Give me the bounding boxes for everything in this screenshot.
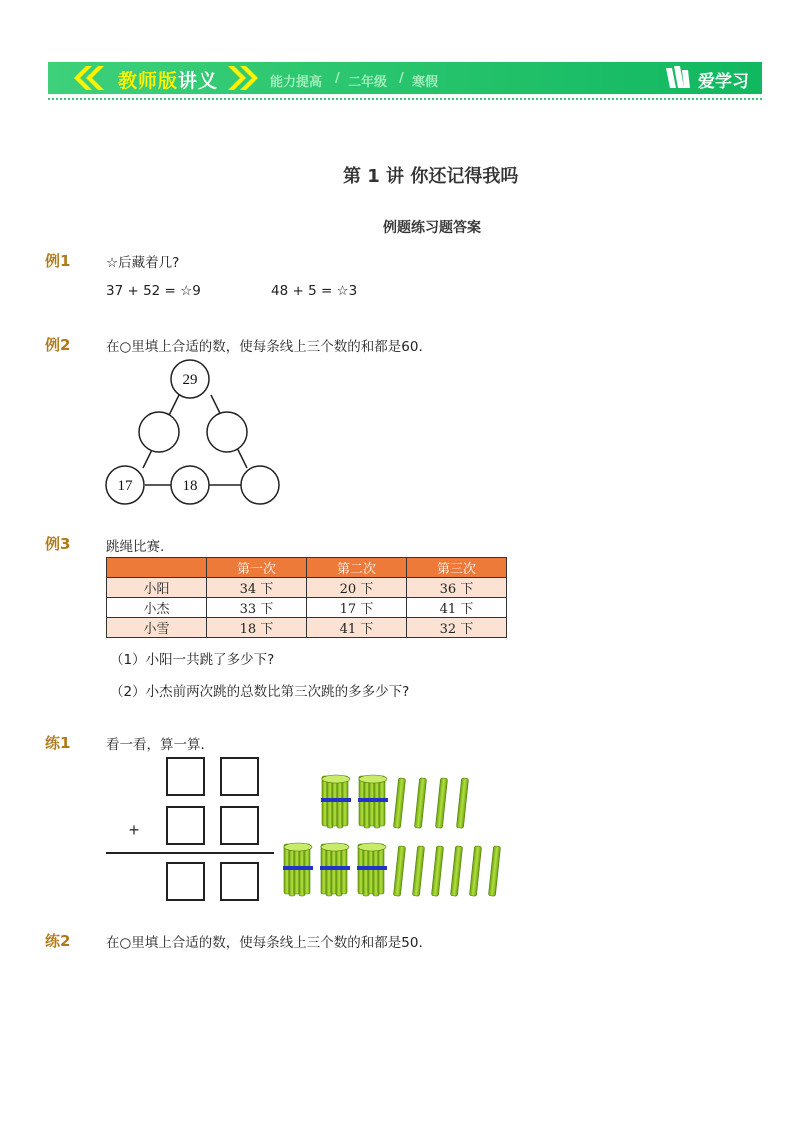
sticks-row-bottom (283, 843, 501, 896)
table-row (107, 598, 507, 618)
single-stick (488, 846, 500, 896)
table-cell: 33 下 (207, 598, 307, 618)
circle-mid-right (207, 412, 247, 452)
table-cell: 小杰 (107, 598, 207, 618)
answer-box (167, 807, 204, 844)
header-band (48, 62, 762, 94)
header-title-b: 讲义 (178, 70, 219, 92)
answer-box (167, 758, 204, 795)
header-title-a: 教师版 (118, 70, 179, 92)
single-stick (393, 778, 405, 828)
table-cell: 32 下 (407, 618, 507, 638)
table-row (107, 578, 507, 598)
breadcrumb-grade: 二年级 (348, 75, 388, 90)
single-stick (435, 778, 447, 828)
example-3-label: 例3 (45, 535, 71, 553)
table-header-cell: 第三次 (407, 558, 507, 578)
answer-box (221, 863, 258, 900)
single-stick (450, 846, 462, 896)
answer-box (221, 807, 258, 844)
page-title: 第 1 讲 你还记得我吗 (343, 166, 519, 187)
table-cell: 小阳 (107, 578, 207, 598)
header-title (118, 66, 218, 93)
page-subtitle: 例题练习题答案 (383, 220, 481, 236)
single-stick (456, 778, 468, 828)
sticks-row-top (321, 775, 469, 828)
single-stick (431, 846, 443, 896)
plus-sign: + (128, 820, 140, 840)
table-row (107, 618, 507, 638)
table-cell: 小雪 (107, 618, 207, 638)
single-stick (469, 846, 481, 896)
circle-mid-left (139, 412, 179, 452)
vertical-addition-boxes (100, 750, 280, 910)
table-cell: 20 下 (307, 578, 407, 598)
table-cell: 36 下 (407, 578, 507, 598)
circle-top-value: 29 (182, 372, 198, 388)
single-stick (414, 778, 426, 828)
header-divider (48, 98, 762, 100)
stick-bundle (321, 775, 351, 828)
example-1-question: ☆后藏着几? (106, 255, 180, 271)
answer-box (167, 863, 204, 900)
example-3-question: 跳绳比赛. (106, 539, 165, 555)
table-header-cell (107, 558, 207, 578)
stick-bundle (283, 843, 313, 896)
example-2-question: 在○里填上合适的数，使每条线上三个数的和都是60. (106, 339, 423, 355)
triangle-circle-diagram (100, 358, 290, 508)
example-1-equation-1: 37 + 52 = ☆9 (106, 283, 201, 299)
single-stick (393, 846, 405, 896)
table-cell: 17 下 (307, 598, 407, 618)
practice-1-question: 看一看，算一算. (106, 737, 205, 753)
stick-bundle (320, 843, 350, 896)
stick-bundle (357, 843, 387, 896)
table-header-cell: 第二次 (307, 558, 407, 578)
single-stick (412, 846, 424, 896)
example-1-label: 例1 (45, 252, 71, 270)
circle-bottom-right (241, 466, 279, 504)
table-cell: 34 下 (207, 578, 307, 598)
table-header-cell: 第一次 (207, 558, 307, 578)
counting-sticks-figure (280, 768, 510, 898)
practice-1-label: 练1 (45, 734, 71, 752)
practice-2-question: 在○里填上合适的数，使每条线上三个数的和都是50. (106, 935, 423, 951)
breadcrumb-sep: / (399, 71, 404, 86)
example-2-label: 例2 (45, 336, 71, 354)
breadcrumb-term: 寒假 (412, 75, 439, 90)
example-3-subquestion-1: （1）小阳一共跳了多少下? (110, 652, 275, 668)
breadcrumb-sep: / (335, 71, 340, 86)
stick-bundle (358, 775, 388, 828)
jump-rope-table (106, 557, 507, 638)
example-1-equation-2: 48 + 5 = ☆3 (271, 283, 358, 299)
practice-2-label: 练2 (45, 932, 71, 950)
table-cell: 18 下 (207, 618, 307, 638)
table-cell: 41 下 (407, 598, 507, 618)
breadcrumb-level: 能力提高 (270, 75, 323, 90)
answer-box (221, 758, 258, 795)
circle-bottom-left-value: 17 (117, 478, 133, 494)
example-3-subquestion-2: （2）小杰前两次跳的总数比第三次跳的多多少下? (110, 684, 410, 700)
table-cell: 41 下 (307, 618, 407, 638)
table-header-row (107, 558, 507, 578)
brand-name: 爱学习 (698, 72, 749, 92)
circle-bottom-mid-value: 18 (182, 478, 198, 494)
